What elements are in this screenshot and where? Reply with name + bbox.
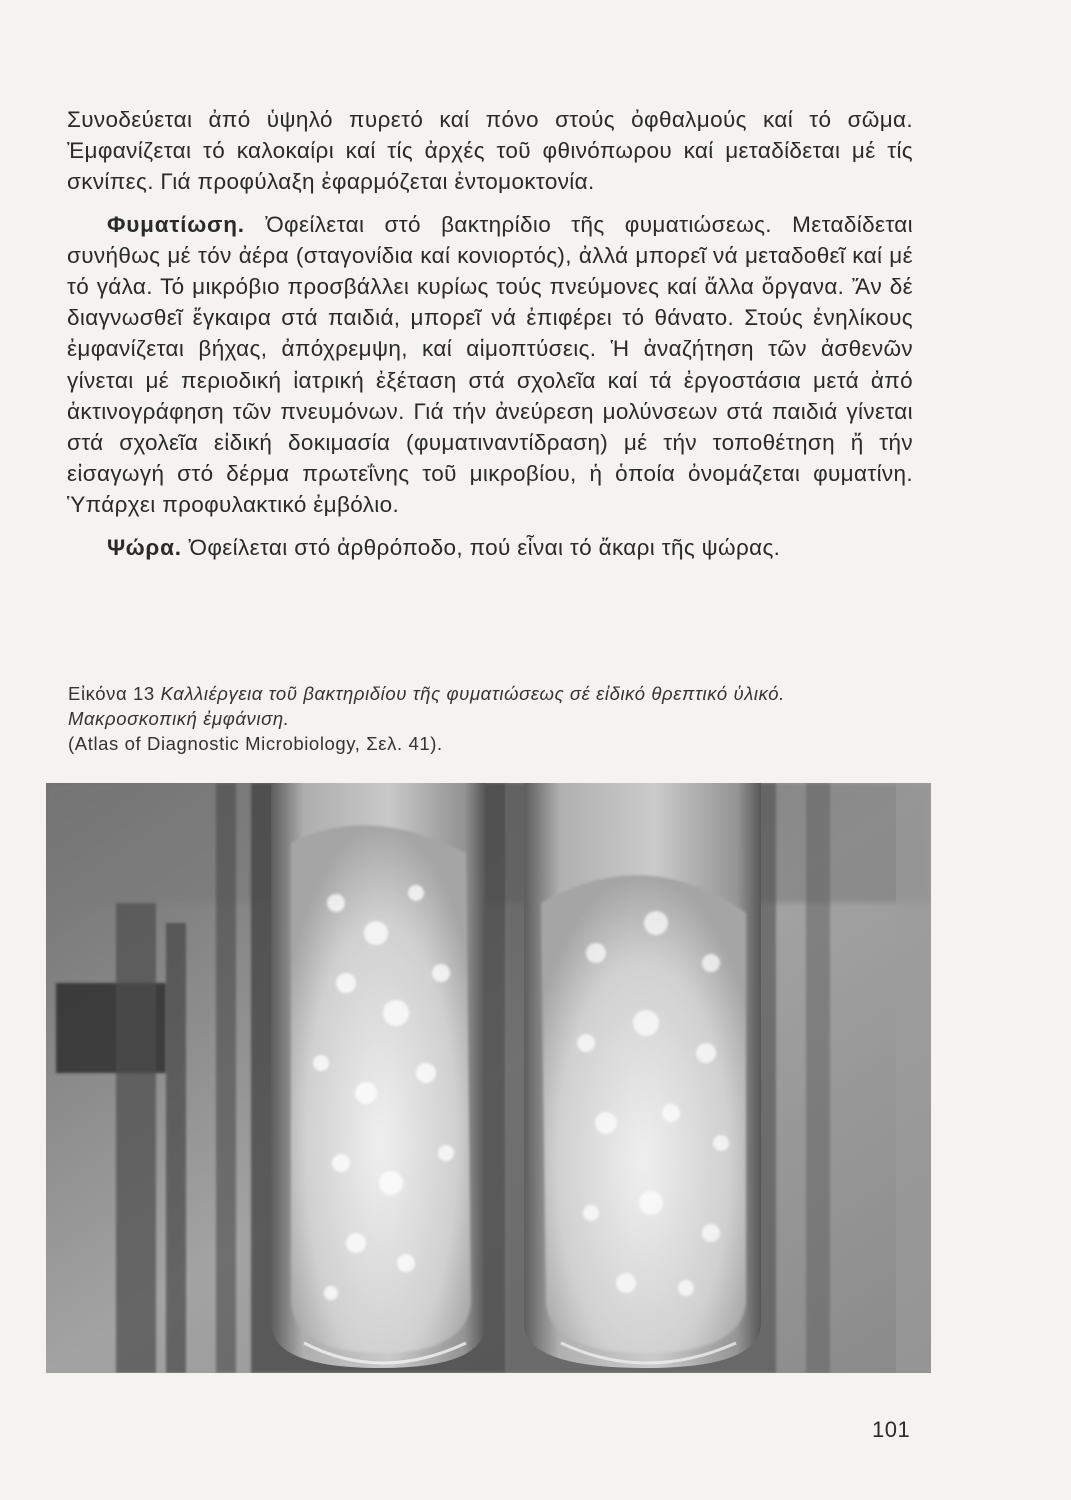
paragraph-scabies (67, 532, 913, 563)
culture-tube-left (251, 783, 506, 1373)
body-text (67, 104, 913, 563)
caption-text: Καλλιέργεια τοῦ βακτηριδίου τῆς φυματιώσεως σέ εἰδικό θρεπτικό ὑλικό. Μακροσκοπική ἐμφάνιση. (68, 683, 785, 729)
paragraph-scabies-text: Ὀφείλεται στό ἀρθρόποδο, πού εἶναι τό ἄκαρι τῆς ψώρας. (181, 534, 781, 560)
term-tuberculosis: Φυματίωση. (107, 211, 245, 237)
paragraph-tuberculosis-text: Ὀφείλεται στό βακτηρίδιο τῆς φυματιώσεως. Μεταδίδεται συνήθως μέ τόν ἀέρα (σταγονίδια καί κονιορτός), ἀλλά μπορεῖ νά μεταδοθεῖ καί μέ τό γάλα. Τό μικρόβιο προσβάλλει κυρίως τούς πνεύμονες καί ἄλλα ὄργανα. Ἄν δέ διαγνωσθεῖ ἔγκαιρα στά παιδιά, μπορεῖ νά ἐπιφέρει τό θάνατο. Στούς ἐνηλίκους ἐμφανίζεται βήχας, ἀπόχρεμψη, καί αἱμοπτύσεις. Ἡ ἀναζήτηση τῶν ἀσθενῶν γίνεται μέ περιοδική ἰατρική ἐξέταση στά σχολεῖα καί τά ἐργοστάσια μετά ἀπό ἀκτινογράφηση τῶν πνευμόνων. Γιά τήν ἀνεύρεση μολύνσεων στά παιδιά γίνεται στά σχολεῖα εἰδική δοκιμασία (φυματιναντίδραση) μέ τήν τοποθέτηση ἤ τήν εἰσαγωγή στό δέρμα πρωτεΐνης τοῦ μικροβίου, ἡ ὁποία ὀνομάζεται φυματίνη. Ὑπάρχει προφυλακτικό ἐμβόλιο. (67, 211, 913, 518)
figure-caption (68, 681, 918, 756)
paragraph-fever (67, 104, 913, 198)
culture-tube-right (506, 783, 776, 1373)
paragraph-tuberculosis (67, 209, 913, 521)
culture-tubes-photo (46, 783, 931, 1373)
caption-label: Εἰκόνα 13 (68, 683, 155, 704)
term-scabies: Ψώρα. (107, 534, 182, 560)
culture-tubes-illustration (46, 783, 931, 1373)
paragraph-fever-text: Συνοδεύεται ἀπό ὑψηλό πυρετό καί πόνο στούς ὀφθαλμούς καί τό σῶμα. Ἐμφανίζεται τό καλοκαίρι καί τίς ἀρχές τοῦ φθινόπωρου καί μεταδίδεται μέ τίς σκνίπες. Γιά προφύλαξη ἐφαρμόζεται ἐντομοκτονία. (67, 107, 913, 195)
page-number: 101 (872, 1417, 911, 1442)
caption-source: (Atlas of Diagnostic Microbiology, Σελ. 41). (68, 733, 443, 754)
